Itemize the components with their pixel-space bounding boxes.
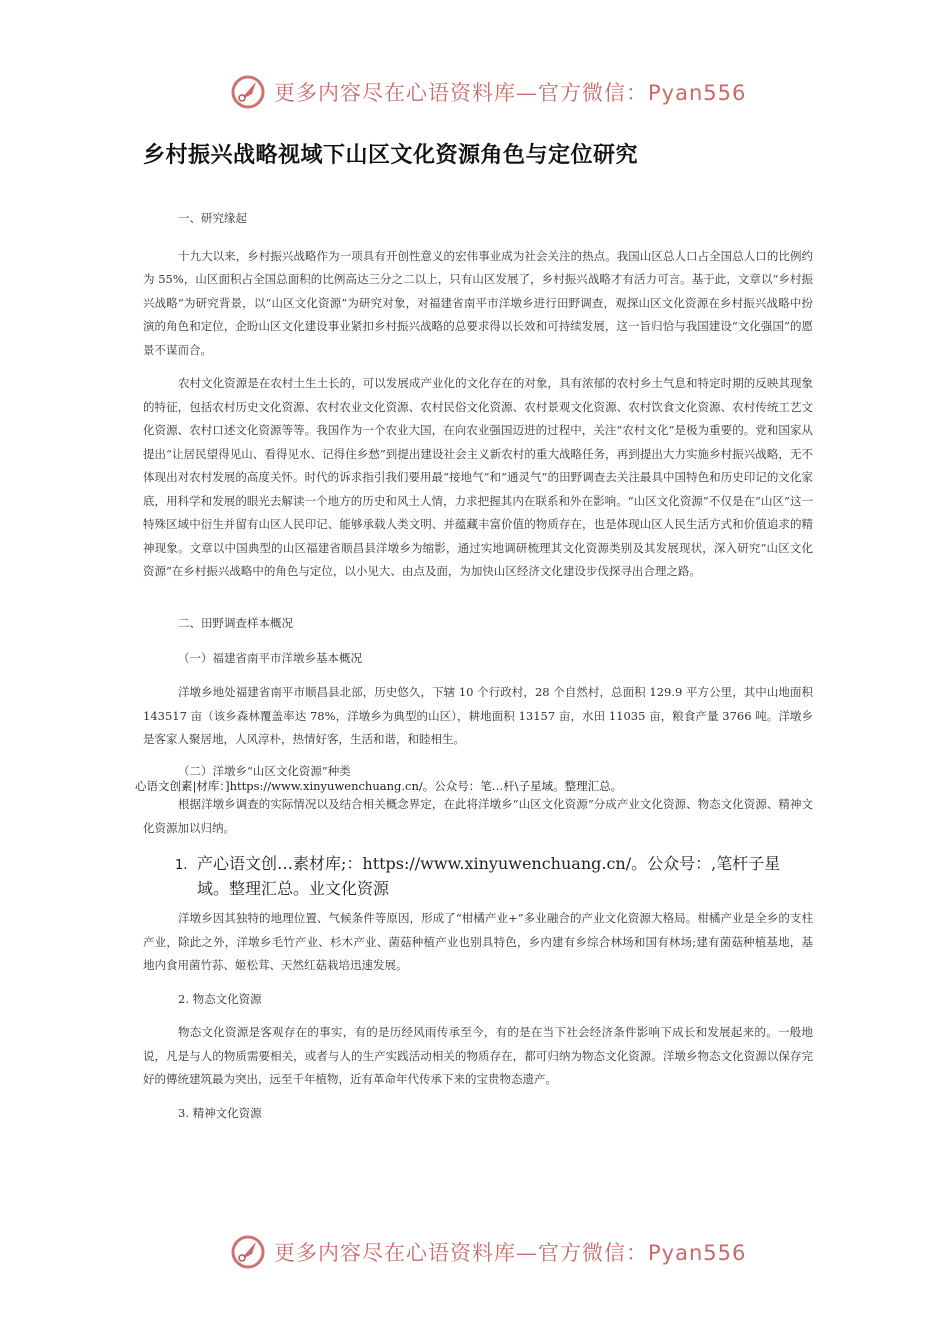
watermark-line: 心语文创素|材库：]https://www.xinyuwenchuang.cn/。公众号：笔…杆\子星域。整理汇总。 bbox=[135, 779, 623, 793]
header-banner bbox=[230, 72, 790, 112]
paragraph: 根据洋墩乡调查的实际情况以及结合相关概念界定，在此将洋墩乡“山区文化资源”分成产业文化资源、物态文化资源、精神文化资源加以归纳。 bbox=[143, 797, 813, 835]
banner-text: 更多内容尽在心语资料库—官方微信：Pyan556 bbox=[274, 81, 747, 105]
paragraph: 物态文化资源是客观存在的事实，有的是历经风雨传承至今，有的是在当下社会经济条件影响下成长和发展起来的。一般地说，凡是与人的物质需要相关，或者与人的生产实践活动相关的物质存在，都可归纳为物态文化资源。洋墩乡物态文化资源以保存完好的傳统建筑最为突出，远至千年植物，近有革命年代传承下来的宝贵物态遗产。 bbox=[143, 1025, 813, 1086]
section-1 bbox=[143, 207, 813, 584]
section-3 bbox=[143, 907, 813, 1125]
paragraph: 洋墩乡因其独特的地理位置、气候条件等原因，形成了“柑橘产业+”多业融合的产业文化资源大格局。柑橘产业是全乡的支柱产业，除此之外，洋墩乡毛竹产业、杉木产业、菌菇种植产业也别具特色，乡内建有乡综合林场和国有林场;建有菌菇种植基地，基地内食用菌竹荪、姬松茸、天然红菇栽培迅速发展。 bbox=[143, 911, 813, 972]
subsection-heading: （二）洋墩乡“山区文化资源”种类 bbox=[178, 763, 351, 778]
section-2-intro bbox=[143, 793, 813, 840]
quill-logo-icon bbox=[230, 1234, 266, 1270]
subsection-heading: （一）福建省南平市洋墩乡基本概况 bbox=[178, 650, 362, 665]
paragraph: 十九大以来，乡村振兴战略作为一项具有开创性意义的宏伟事业成为社会关注的热点。我国山区总人口占全国总人口的比例约为 55%，山区面积占全国总面积的比例高达三分之二以上，只有山区发展了，乡村振兴战略才有活力可言。基于此，文章以“乡村振兴战略”为研究背景，以“山区文化资源”为研究对象，对福建省南平市洋墩乡进行田野调查，观探山区文化资源在乡村振兴战略中扮演的角色和定位，企盼山区文化建设事业紧扣乡村振兴战略的总要求得以长效和可持续发展，这一旨归恰与我国建设“文化强国”的愿景不谋而合。 bbox=[143, 248, 813, 357]
paragraph: 洋墩乡地处福建省南平市顺昌县北部，历史悠久，下辖 10 个行政村，28 个自然村，总面积 129.9 平方公里，其中山地面积 143517 亩（该乡森林覆盖率达 78%，洋墩乡为典型的山区），耕地面积 13157 亩，水田 11035 亩，粮食产量 3766 吨。洋墩乡是客家人聚居地，人风淳朴，热情好客，生活和谐，和睦相生。 bbox=[143, 685, 813, 746]
footer-banner bbox=[230, 1232, 790, 1272]
list-item-1: 1. 产心语文创…素材库;：https://www.xinyuwenchuang.cn/。公众号：,笔杆子星 域。整理汇总。业文化资源 bbox=[175, 854, 781, 898]
section-heading: 一、研究缘起 bbox=[178, 211, 247, 225]
section-heading: 二、田野调查样本概况 bbox=[178, 616, 293, 630]
list-item-3: 3. 精神文化资源 bbox=[178, 1105, 262, 1120]
quill-logo-icon bbox=[230, 74, 266, 110]
section-2 bbox=[143, 612, 813, 783]
list-item-2: 2. 物态文化资源 bbox=[178, 991, 262, 1006]
paragraph: 农村文化资源是在农村土生土长的，可以发展成产业化的文化存在的对象，具有浓郁的农村乡土气息和特定时期的反映其现象的特征，包括农村历史文化资源、农村农业文化资源、农村民俗文化资源、农村景观文化资源、农村饮食文化资源、农村传统工艺文化资源、农村口述文化资源等等。我国作为一个农业大国，在向农业强国迈进的过程中，关注“农村文化”是极为重要的。党和国家从提出“让居民望得见山、看得见水、记得住乡愁”到提出建设社会主义新农村的重大战略任务，再到提出大力实施乡村振兴战略，无不体现出对农村发展的高度关怀。时代的诉求指引我们要用最“接地气”和“通灵气”的田野调查去关注最具中国特色和历史印记的文化家底，用科学和发展的眼光去解读一个地方的历史和风土人情，力求把握其内在联系和外在影响。“山区文化资源”不仅是在“山区”这一特殊区域中衍生并留有山区人民印记、能够承载人类文明、并蕴藏丰富价值的物质存在，也是体现山区人民生活方式和价值追求的精神现象。文章以中国典型的山区福建省顺昌县洋墩乡为缩影，通过实地调研梳理其文化资源类别及其发展现状，深入研究“山区文化资源”在乡村振兴战略中的角色与定位，以小见大、由点及面，为加快山区经济文化建设步伐探寻出合理之路。 bbox=[143, 376, 813, 578]
page-title: 乡村振兴战略视域下山区文化资源角色与定位研究 bbox=[143, 143, 639, 168]
banner-text: 更多内容尽在心语资料库—官方微信：Pyan556 bbox=[274, 1241, 747, 1265]
